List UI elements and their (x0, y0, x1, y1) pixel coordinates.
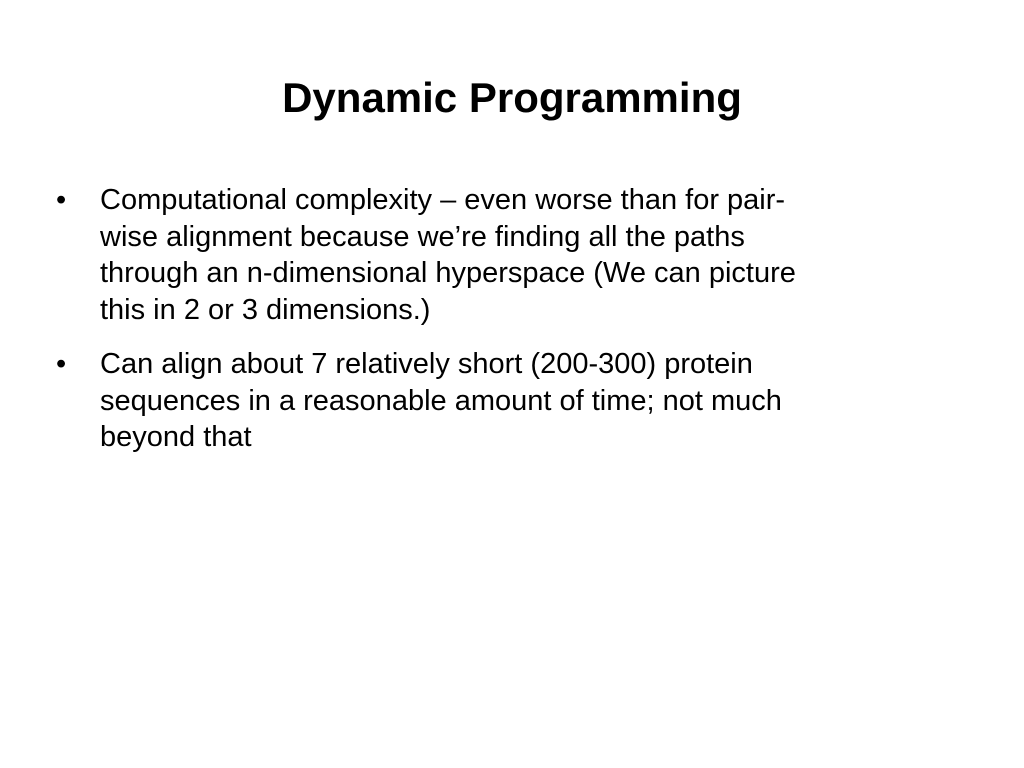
bullet-item-capacity (56, 346, 936, 456)
bullet-text (100, 346, 936, 456)
bullet-line: through an n-dimensional hyperspace (We can picture (100, 257, 796, 289)
bullet-line: sequences in a reasonable amount of time; not much (100, 384, 782, 417)
bullet-text (100, 182, 936, 328)
bullet-item-complexity (56, 182, 936, 328)
bullet-line: this in 2 or 3 dimensions.) (100, 293, 431, 326)
bullet-line: wise alignment because we’re finding all the paths (100, 220, 745, 253)
bullet-list (56, 182, 936, 474)
slide-title: Dynamic Programming (282, 74, 742, 121)
bullet-line: Computational complexity – even worse than for pair- (100, 184, 786, 216)
bullet-icon: • (56, 348, 67, 380)
bullet-line: Can align about 7 relatively short (200-300) protein (100, 348, 753, 380)
bullet-line: beyond that (100, 421, 252, 453)
bullet-icon: • (56, 184, 67, 216)
